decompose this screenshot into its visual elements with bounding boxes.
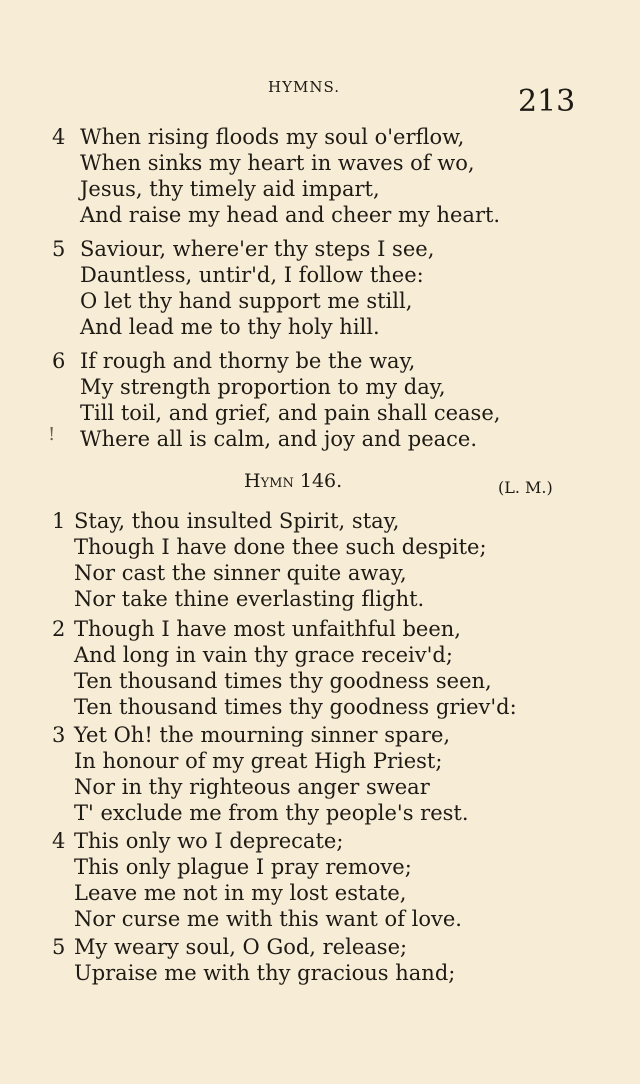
stray-mark: ! [48, 424, 56, 445]
verse-line: Leave me not in my lost estate, [74, 881, 407, 905]
verse-line: Nor cast the sinner quite away, [74, 561, 407, 585]
verse-line: Ten thousand times thy goodness seen, [74, 669, 492, 693]
verse-line: Ten thousand times thy goodness griev'd: [74, 695, 517, 719]
verse-number: 6 [52, 349, 66, 373]
verse-line: Nor in thy righteous anger swear [74, 775, 430, 799]
verse-number: 3 [52, 723, 66, 747]
verse-line: Upraise me with thy gracious hand; [74, 961, 456, 985]
verse-number: 4 [52, 829, 66, 853]
verse-line: My strength proportion to my day, [80, 375, 446, 399]
page-number: 213 [518, 84, 576, 119]
verse-line: And long in vain thy grace receiv'd; [74, 643, 453, 667]
verse-line: O let thy hand support me still, [80, 289, 413, 313]
verse-line: If rough and thorny be the way, [80, 349, 416, 373]
verse-line: Jesus, thy timely aid impart, [80, 177, 380, 201]
verse-line: And raise my head and cheer my heart. [80, 203, 501, 227]
verse-line: Saviour, where'er thy steps I see, [80, 237, 435, 261]
verse-line: T' exclude me from thy people's rest. [74, 801, 469, 825]
verse-line: Nor take thine everlasting flight. [74, 587, 425, 611]
verse-line: When sinks my heart in waves of wo, [80, 151, 475, 175]
verse-line: Nor curse me with this want of love. [74, 907, 462, 931]
verse-line: Where all is calm, and joy and peace. [80, 427, 478, 451]
verse-line: Yet Oh! the mourning sinner spare, [74, 723, 451, 747]
verse-line: Though I have most unfaithful been, [74, 617, 461, 641]
verse-line: When rising floods my soul o'erflow, [80, 125, 465, 149]
verse-number: 1 [52, 509, 66, 533]
hymn-meter: (L. M.) [498, 478, 553, 497]
verse-line: In honour of my great High Priest; [74, 749, 443, 773]
verse-number: 4 [52, 125, 66, 149]
hymn-title: Hymn 146. [244, 470, 343, 492]
verse-line: This only plague I pray remove; [74, 855, 412, 879]
running-head: HYMNS. [268, 78, 340, 96]
verse-number: 5 [52, 237, 66, 261]
verse-line: Dauntless, untir'd, I follow thee: [80, 263, 424, 287]
verse-line: Till toil, and grief, and pain shall cease, [80, 401, 501, 425]
verse-line: Though I have done thee such despite; [74, 535, 487, 559]
verse-line: My weary soul, O God, release; [74, 935, 408, 959]
verse-line: This only wo I deprecate; [74, 829, 344, 853]
verse-number: 2 [52, 617, 66, 641]
verse-number: 5 [52, 935, 66, 959]
verse-line: And lead me to thy holy hill. [80, 315, 380, 339]
verse-line: Stay, thou insulted Spirit, stay, [74, 509, 400, 533]
